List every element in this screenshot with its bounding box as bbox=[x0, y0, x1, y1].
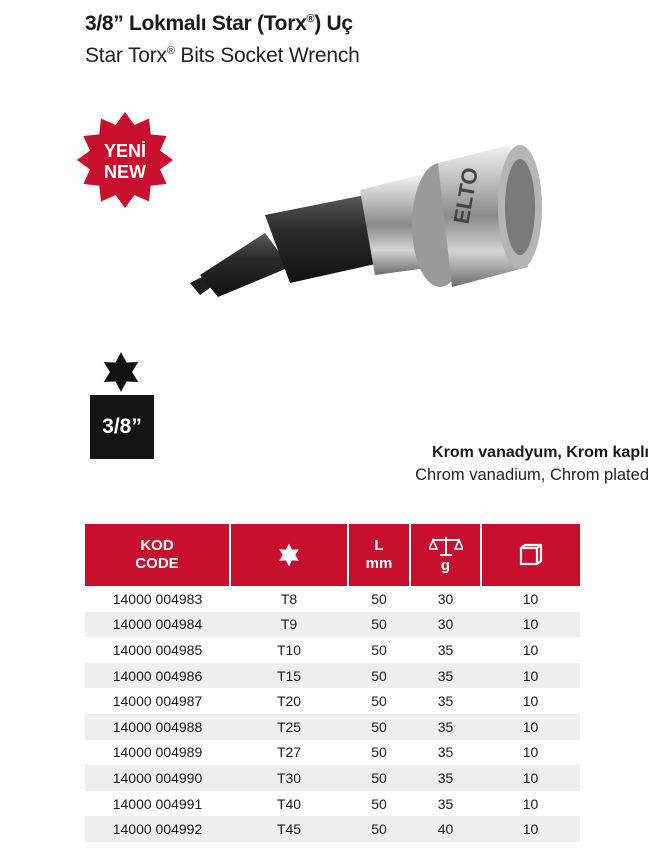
cell-size: T45 bbox=[230, 816, 348, 842]
cell-code: 14000 004990 bbox=[85, 765, 230, 791]
cell-weight: 40 bbox=[410, 816, 481, 842]
page-title-en bbox=[85, 44, 360, 68]
cell-length: 50 bbox=[371, 795, 387, 812]
header-length-unit: mm bbox=[365, 555, 393, 572]
cell-qty: 10 bbox=[522, 744, 539, 761]
cell-weight: 35 bbox=[410, 765, 481, 791]
cell-qty: 10 bbox=[522, 693, 539, 710]
header-code-en: CODE bbox=[135, 555, 179, 572]
header-weight-unit: g bbox=[440, 557, 451, 574]
badge-label-en: NEW bbox=[104, 162, 146, 182]
cell-length: 50 bbox=[348, 663, 410, 689]
box-icon bbox=[519, 543, 543, 567]
cell-code: 14000 004989 bbox=[112, 744, 203, 761]
cell-length: 50 bbox=[371, 744, 387, 761]
cell-weight: 35 bbox=[437, 744, 454, 761]
cell-code: 14000 004987 bbox=[112, 693, 203, 710]
title-en-text: Star Torx bbox=[85, 44, 167, 67]
registered-mark: ® bbox=[166, 45, 175, 57]
cell-size: T8 bbox=[280, 590, 298, 607]
cell-length: 50 bbox=[348, 714, 410, 740]
cell-weight: 35 bbox=[410, 663, 481, 689]
cell-qty: 10 bbox=[522, 590, 539, 607]
socket-wrench-image bbox=[190, 135, 560, 305]
cell-qty: 10 bbox=[481, 663, 580, 689]
header-length bbox=[348, 524, 410, 586]
cell-length: 50 bbox=[348, 612, 410, 638]
table-row bbox=[85, 816, 580, 842]
material-tr: Krom vanadyum, Krom kaplı bbox=[432, 444, 649, 461]
table-row bbox=[85, 765, 580, 791]
title-tr-text: 3/8” Lokmalı Star (Torx bbox=[85, 12, 307, 35]
table-row bbox=[85, 714, 580, 740]
cell-qty: 10 bbox=[522, 795, 539, 812]
new-badge bbox=[76, 111, 174, 209]
cell-length: 50 bbox=[371, 590, 387, 607]
cell-code: 14000 004988 bbox=[85, 714, 230, 740]
cell-qty: 10 bbox=[522, 641, 539, 658]
table-row bbox=[85, 612, 580, 638]
header-code-tr: KOD bbox=[140, 537, 174, 554]
cell-weight: 30 bbox=[410, 612, 481, 638]
header-code bbox=[85, 524, 230, 586]
registered-mark: ® bbox=[306, 13, 315, 25]
cell-weight: 30 bbox=[437, 590, 454, 607]
cell-qty: 10 bbox=[481, 765, 580, 791]
cell-size: T30 bbox=[230, 765, 348, 791]
cell-length: 50 bbox=[348, 816, 410, 842]
table-row bbox=[85, 740, 580, 766]
cell-length: 50 bbox=[371, 693, 387, 710]
table-row bbox=[85, 688, 580, 714]
cell-code: 14000 004984 bbox=[85, 612, 230, 638]
table-row bbox=[85, 663, 580, 689]
badge-label-tr: YENİ bbox=[103, 141, 146, 161]
header-package bbox=[481, 524, 580, 586]
cell-size: T20 bbox=[276, 693, 302, 710]
cell-size: T10 bbox=[276, 641, 302, 658]
title-en-end: Bits Socket Wrench bbox=[174, 44, 360, 67]
spec-table bbox=[85, 524, 580, 842]
header-size bbox=[230, 524, 348, 586]
table-row bbox=[85, 586, 580, 612]
cell-size: T15 bbox=[230, 663, 348, 689]
cell-weight: 35 bbox=[437, 795, 454, 812]
cell-weight: 35 bbox=[437, 641, 454, 658]
cell-code: 14000 004991 bbox=[112, 795, 203, 812]
cell-size: T27 bbox=[276, 744, 302, 761]
material-en: Chrom vanadium, Chrom plated bbox=[415, 466, 649, 484]
cell-weight: 35 bbox=[437, 693, 454, 710]
header-length-label: L bbox=[374, 537, 384, 554]
page-title-tr bbox=[85, 12, 353, 36]
cell-weight: 35 bbox=[410, 714, 481, 740]
table-header-row bbox=[85, 524, 580, 586]
cell-qty: 10 bbox=[481, 714, 580, 740]
torx-star-icon bbox=[100, 351, 142, 393]
table-row bbox=[85, 637, 580, 663]
cell-code: 14000 004983 bbox=[112, 590, 203, 607]
cell-qty: 10 bbox=[481, 816, 580, 842]
cell-size: T9 bbox=[230, 612, 348, 638]
table-row bbox=[85, 791, 580, 817]
cell-length: 50 bbox=[371, 641, 387, 658]
cell-code: 14000 004985 bbox=[112, 641, 203, 658]
cell-code: 14000 004986 bbox=[85, 663, 230, 689]
cell-length: 50 bbox=[348, 765, 410, 791]
scale-icon bbox=[429, 535, 463, 557]
cell-size: T40 bbox=[276, 795, 302, 812]
cell-size: T25 bbox=[230, 714, 348, 740]
product-image bbox=[190, 135, 560, 305]
header-weight bbox=[410, 524, 481, 586]
material-info bbox=[415, 444, 649, 485]
svg-text:ELTO: ELTO bbox=[448, 165, 484, 226]
cell-qty: 10 bbox=[481, 612, 580, 638]
cell-code: 14000 004992 bbox=[85, 816, 230, 842]
title-tr-end: ) Uç bbox=[314, 12, 353, 35]
drive-size-box: 3/8” bbox=[90, 395, 154, 459]
torx-star-icon bbox=[277, 543, 301, 567]
